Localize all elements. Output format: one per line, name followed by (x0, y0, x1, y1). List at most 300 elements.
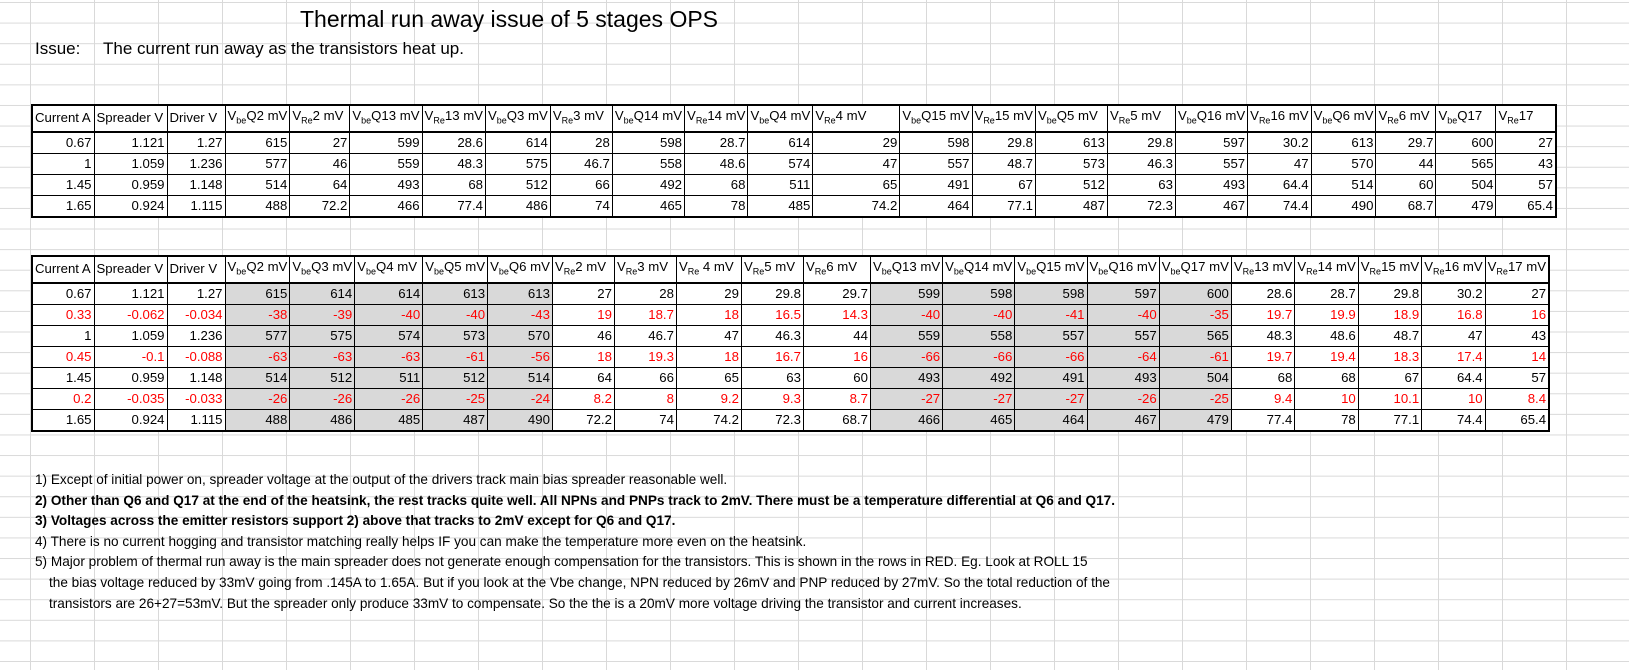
table1-cell[interactable]: 1.236 (167, 153, 225, 174)
table1-cell[interactable]: 504 (1436, 174, 1496, 195)
table2-cell[interactable]: 18.3 (1358, 346, 1421, 367)
table2-cell[interactable]: 19.7 (1231, 304, 1294, 325)
table1-cell[interactable]: 0.924 (94, 195, 167, 217)
table1-cell[interactable]: 29 (813, 132, 900, 154)
table2-cell[interactable]: 29.7 (803, 283, 870, 305)
table1-cell[interactable]: 1.45 (32, 174, 94, 195)
table2-cell[interactable]: 68 (1231, 367, 1294, 388)
table1-header-cell: $V_{Re}5$ mV (1107, 105, 1175, 132)
table2-cell[interactable]: 47 (1422, 325, 1485, 346)
table2-cell[interactable]: 8.7 (803, 388, 870, 409)
table2-cell[interactable]: 72.3 (741, 409, 803, 431)
table2-cell[interactable]: -40 (355, 304, 423, 325)
table1-cell[interactable]: 1.27 (167, 132, 225, 154)
table2-cell[interactable]: -0.1 (94, 346, 167, 367)
table2-cell[interactable]: 597 (1087, 283, 1159, 305)
table2-cell[interactable]: 615 (225, 283, 290, 305)
table2-cell[interactable]: 48.6 (1295, 325, 1358, 346)
table1-cell[interactable]: 615 (225, 132, 290, 154)
table1-cell[interactable]: 493 (350, 174, 422, 195)
table2-cell[interactable]: -0.062 (94, 304, 167, 325)
table2-header-cell: $V_{Re}17$ mV (1485, 256, 1549, 283)
table1-cell[interactable]: 613 (1311, 132, 1376, 154)
table2-cell[interactable]: 9.2 (676, 388, 741, 409)
table1-cell[interactable]: 575 (485, 153, 550, 174)
table2-cell[interactable]: 77.4 (1231, 409, 1294, 431)
table2-cell[interactable]: -0.088 (167, 346, 225, 367)
note-line: 4) There is no current hogging and transistor matching really helps IF you can make the temperature more even on the heatsink. (35, 533, 807, 549)
table2-cell[interactable]: 10 (1295, 388, 1358, 409)
table2-cell[interactable]: 16 (803, 346, 870, 367)
table2-cell[interactable]: -40 (870, 304, 942, 325)
table2-cell[interactable]: 1 (32, 325, 94, 346)
table2-cell[interactable]: 19.3 (614, 346, 676, 367)
table2-cell[interactable]: 19.7 (1231, 346, 1294, 367)
table2-cell[interactable]: 47 (676, 325, 741, 346)
issue-text: The current run away as the transistors heat up. (103, 39, 464, 58)
table2-cell[interactable]: 0.959 (94, 367, 167, 388)
issue-label: Issue: (35, 39, 81, 58)
issue-line (35, 38, 464, 60)
sheet-title: Thermal run away issue of 5 stages OPS (300, 6, 719, 32)
table2-header-cell: $V_{be}Q16$ mV (1087, 256, 1159, 283)
table1-cell[interactable]: 57 (1496, 174, 1556, 195)
table1-cell[interactable]: 46 (290, 153, 350, 174)
table1-cell[interactable]: 64 (290, 174, 350, 195)
table1-cell[interactable]: 491 (900, 174, 972, 195)
table2-cell[interactable]: -27 (1015, 388, 1087, 409)
table2-cell[interactable]: 1.27 (167, 283, 225, 305)
table1-cell[interactable]: 490 (1311, 195, 1376, 217)
table1-cell[interactable]: 570 (1311, 153, 1376, 174)
table2-cell[interactable]: 504 (1159, 367, 1231, 388)
table2-cell[interactable]: -25 (1159, 388, 1231, 409)
table2-cell[interactable]: 493 (870, 367, 942, 388)
table2-cell[interactable]: 488 (225, 409, 290, 431)
table2-cell[interactable]: 48.7 (1358, 325, 1421, 346)
table2-cell[interactable]: 613 (488, 283, 553, 305)
table2-cell[interactable]: -0.034 (167, 304, 225, 325)
table2-cell[interactable]: 74 (614, 409, 676, 431)
table2-cell[interactable]: 614 (290, 283, 355, 305)
table1-cell[interactable]: 64.4 (1248, 174, 1311, 195)
table2-cell[interactable]: 557 (1087, 325, 1159, 346)
table2-cell[interactable]: 18 (676, 304, 741, 325)
table2-header-cell: $V_{be}Q14$ mV (943, 256, 1015, 283)
table1-cell[interactable]: 1.148 (167, 174, 225, 195)
table1-cell[interactable]: 48.3 (422, 153, 485, 174)
table2-row (32, 346, 1549, 367)
table2-cell[interactable]: -40 (943, 304, 1015, 325)
table2-cell[interactable]: 492 (943, 367, 1015, 388)
table1-cell[interactable]: 1.65 (32, 195, 94, 217)
table1-cell[interactable]: 29.8 (972, 132, 1035, 154)
table1-header-cell: $V_{Re}4$ mV (813, 105, 900, 132)
table2-cell[interactable]: 8.2 (552, 388, 614, 409)
table2-cell[interactable]: 600 (1159, 283, 1231, 305)
table2-cell[interactable]: -41 (1015, 304, 1087, 325)
table2-cell[interactable]: -25 (423, 388, 488, 409)
table2-cell[interactable]: 1.45 (32, 367, 94, 388)
table2-cell[interactable]: -61 (1159, 346, 1231, 367)
table1-cell[interactable]: 77.4 (422, 195, 485, 217)
table2-header-cell: $V_{Re}16$ mV (1422, 256, 1485, 283)
table2-cell[interactable]: -64 (1087, 346, 1159, 367)
table1-cell[interactable]: 598 (612, 132, 684, 154)
table1-cell[interactable]: 72.3 (1107, 195, 1175, 217)
table1-cell[interactable]: 44 (1376, 153, 1436, 174)
table1-cell[interactable]: 1.115 (167, 195, 225, 217)
table2-header-cell: $V_{be}Q6$ mV (488, 256, 553, 283)
table2-cell[interactable]: 465 (943, 409, 1015, 431)
table1-cell[interactable]: 65.4 (1496, 195, 1556, 217)
table2-cell[interactable]: 614 (355, 283, 423, 305)
table2-cell[interactable]: 27 (1485, 283, 1549, 305)
notes-block (35, 470, 1335, 614)
table1-cell[interactable]: 0.67 (32, 132, 94, 154)
table2-cell[interactable]: 65.4 (1485, 409, 1549, 431)
table2-cell[interactable]: 57 (1485, 367, 1549, 388)
table2-cell[interactable]: 598 (1015, 283, 1087, 305)
table2-cell[interactable]: -63 (290, 346, 355, 367)
table2-header-cell: Driver V (167, 256, 225, 283)
table1-header-cell: $V_{be}Q6$ mV (1311, 105, 1376, 132)
table2-cell[interactable]: 44 (803, 325, 870, 346)
table1-cell[interactable]: 68 (685, 174, 748, 195)
table1-cell[interactable]: 72.2 (290, 195, 350, 217)
table1-cell[interactable]: 492 (612, 174, 684, 195)
table1-cell[interactable]: 1.121 (94, 132, 167, 154)
table2-cell[interactable]: 16 (1485, 304, 1549, 325)
table2-cell[interactable]: -63 (225, 346, 290, 367)
table2-cell[interactable]: 16.5 (741, 304, 803, 325)
table1-cell[interactable]: 65 (813, 174, 900, 195)
table1-cell[interactable]: 48.7 (972, 153, 1035, 174)
table2-row (32, 367, 1549, 388)
table2-cell[interactable]: 48.3 (1231, 325, 1294, 346)
table1-cell[interactable]: 46.3 (1107, 153, 1175, 174)
table1-cell[interactable]: 614 (485, 132, 550, 154)
table2-cell[interactable]: 1.236 (167, 325, 225, 346)
table2-cell[interactable]: 10.1 (1358, 388, 1421, 409)
table1-header-cell: Driver V (167, 105, 225, 132)
table1-cell[interactable]: 1 (32, 153, 94, 174)
table1-cell[interactable]: 485 (748, 195, 813, 217)
table2-cell[interactable]: 9.4 (1231, 388, 1294, 409)
table1-cell[interactable]: 77.1 (972, 195, 1035, 217)
table2-cell[interactable]: 29 (676, 283, 741, 305)
table2-cell[interactable]: 486 (290, 409, 355, 431)
table2-cell[interactable]: 1.115 (167, 409, 225, 431)
table2-cell[interactable]: 63 (741, 367, 803, 388)
table2-cell[interactable]: 14.3 (803, 304, 870, 325)
table2-cell[interactable]: -40 (1087, 304, 1159, 325)
table2-cell[interactable]: -35 (1159, 304, 1231, 325)
table2-cell[interactable]: 28.6 (1231, 283, 1294, 305)
table2-header-cell: $V_{be}Q3$ mV (290, 256, 355, 283)
table1-cell[interactable]: 598 (900, 132, 972, 154)
table1-cell[interactable]: 68.7 (1376, 195, 1436, 217)
table1-cell[interactable]: 557 (900, 153, 972, 174)
table1-cell[interactable]: 479 (1436, 195, 1496, 217)
table2-cell[interactable]: 570 (488, 325, 553, 346)
table2-cell[interactable]: 8 (614, 388, 676, 409)
table2-cell[interactable]: 16.7 (741, 346, 803, 367)
table2-cell[interactable]: 512 (290, 367, 355, 388)
table2-cell[interactable]: 30.2 (1422, 283, 1485, 305)
table2-cell[interactable]: 1.65 (32, 409, 94, 431)
table2-cell[interactable]: 77.1 (1358, 409, 1421, 431)
table2-cell[interactable]: 28 (614, 283, 676, 305)
table1-cell[interactable]: 559 (350, 153, 422, 174)
table2-cell[interactable]: 613 (423, 283, 488, 305)
table2-cell[interactable]: -61 (423, 346, 488, 367)
table1-header-cell: $V_{Re}16$ mV (1248, 105, 1311, 132)
table2-cell[interactable]: 19 (552, 304, 614, 325)
table1-cell[interactable]: 78 (685, 195, 748, 217)
table2-cell[interactable]: 1.148 (167, 367, 225, 388)
table1-cell[interactable]: 574 (748, 153, 813, 174)
table1-cell[interactable]: 67 (972, 174, 1035, 195)
table2-cell[interactable]: 68.7 (803, 409, 870, 431)
table2-cell[interactable]: 557 (1015, 325, 1087, 346)
table2-cell[interactable]: 0.45 (32, 346, 94, 367)
table2-cell[interactable]: 28.7 (1295, 283, 1358, 305)
table2-cell[interactable]: 575 (290, 325, 355, 346)
table2-cell[interactable]: 514 (225, 367, 290, 388)
table1-cell[interactable]: 600 (1436, 132, 1496, 154)
table2-cell[interactable]: 65 (676, 367, 741, 388)
table1-cell[interactable]: 48.6 (685, 153, 748, 174)
table2-cell[interactable]: 66 (614, 367, 676, 388)
table2-cell[interactable]: -43 (488, 304, 553, 325)
table2-cell[interactable]: -26 (225, 388, 290, 409)
note-line: the bias voltage reduced by 33mV going from .145A to 1.65A. But if you look at the Vbe change, NPN reduced by 26mV and PNP reduced by 27mV. So the total reduction of the (49, 574, 1110, 590)
table2-cell[interactable]: -0.035 (94, 388, 167, 409)
table2-cell[interactable]: -66 (943, 346, 1015, 367)
table2-header-cell: $V_{Re}6$ mV (803, 256, 870, 283)
table2-cell[interactable]: 493 (1087, 367, 1159, 388)
table2-cell[interactable]: 487 (423, 409, 488, 431)
table1-cell[interactable]: 514 (1311, 174, 1376, 195)
table1-cell[interactable]: 493 (1175, 174, 1247, 195)
table2-cell[interactable]: -66 (870, 346, 942, 367)
table1-cell[interactable]: 599 (350, 132, 422, 154)
table2-row (32, 325, 1549, 346)
table1-cell[interactable]: 30.2 (1248, 132, 1311, 154)
table2-cell[interactable]: 60 (803, 367, 870, 388)
table1-cell[interactable]: 558 (612, 153, 684, 174)
table2-cell[interactable]: 599 (870, 283, 942, 305)
table1-row (32, 153, 1556, 174)
table1-cell[interactable]: 74 (550, 195, 612, 217)
table2-cell[interactable]: 466 (870, 409, 942, 431)
table2-cell[interactable]: 0.67 (32, 283, 94, 305)
table1-cell[interactable]: 1.059 (94, 153, 167, 174)
table2-cell[interactable]: -38 (225, 304, 290, 325)
table1-cell[interactable]: 466 (350, 195, 422, 217)
table2-cell[interactable]: 559 (870, 325, 942, 346)
table1-row (32, 132, 1556, 154)
table1-cell[interactable]: 68 (422, 174, 485, 195)
table1-header-cell: $V_{Re}14$ mV (685, 105, 748, 132)
table2-cell[interactable]: 64 (552, 367, 614, 388)
table1-cell[interactable]: 464 (900, 195, 972, 217)
table1-cell[interactable]: 488 (225, 195, 290, 217)
note-line: 3) Voltages across the emitter resistors support 2) above that tracks to 2mV except for Q6 and Q17. (35, 513, 676, 529)
table2-cell[interactable]: -56 (488, 346, 553, 367)
table2-header-cell: $V_{Re}15$ mV (1358, 256, 1421, 283)
table1-cell[interactable]: 43 (1496, 153, 1556, 174)
table2-cell[interactable]: -27 (943, 388, 1015, 409)
table2-cell[interactable]: 8.4 (1485, 388, 1549, 409)
table2-cell[interactable]: 29.8 (741, 283, 803, 305)
table2-cell[interactable]: 68 (1295, 367, 1358, 388)
table1-cell[interactable]: 514 (225, 174, 290, 195)
table1-header-cell: $V_{Re}2$ mV (290, 105, 350, 132)
table1-cell[interactable]: 614 (748, 132, 813, 154)
table2-header-row (32, 256, 1549, 283)
table1-cell[interactable]: 465 (612, 195, 684, 217)
table2-cell[interactable]: 479 (1159, 409, 1231, 431)
table2-cell[interactable]: -66 (1015, 346, 1087, 367)
table2-cell[interactable]: 467 (1087, 409, 1159, 431)
table1-cell[interactable]: 60 (1376, 174, 1436, 195)
table2-cell[interactable]: 74.4 (1422, 409, 1485, 431)
table1-cell[interactable]: 28 (550, 132, 612, 154)
table2-cell[interactable]: -39 (290, 304, 355, 325)
table2-cell[interactable]: 27 (552, 283, 614, 305)
table1-cell[interactable]: 565 (1436, 153, 1496, 174)
table2-cell[interactable]: 14 (1485, 346, 1549, 367)
table1-row (32, 195, 1556, 217)
table1-cell[interactable]: 512 (1035, 174, 1107, 195)
table1-header-cell: $V_{Re}17$ (1496, 105, 1556, 132)
table2-cell[interactable]: 18 (676, 346, 741, 367)
table1-cell[interactable]: 573 (1035, 153, 1107, 174)
table2-cell[interactable]: 74.2 (676, 409, 741, 431)
table1-cell[interactable]: 47 (813, 153, 900, 174)
table2-cell[interactable]: 18 (552, 346, 614, 367)
table2-cell[interactable]: -27 (870, 388, 942, 409)
table2-cell[interactable]: 1.121 (94, 283, 167, 305)
table2-cell[interactable]: 46.7 (614, 325, 676, 346)
table2-header-cell: Spreader V (94, 256, 167, 283)
table2-cell[interactable]: 512 (423, 367, 488, 388)
table2-cell[interactable]: 9.3 (741, 388, 803, 409)
table2-cell[interactable]: 29.8 (1358, 283, 1421, 305)
table2-cell[interactable]: -26 (1087, 388, 1159, 409)
table2-row (32, 388, 1549, 409)
table1-cell[interactable]: 27 (290, 132, 350, 154)
table1-cell[interactable]: 613 (1035, 132, 1107, 154)
table2-cell[interactable]: 0.33 (32, 304, 94, 325)
table2-cell[interactable]: 577 (225, 325, 290, 346)
table1-cell[interactable]: 512 (485, 174, 550, 195)
table1-row (32, 174, 1556, 195)
measurement-table-2 (31, 255, 1550, 432)
table1-cell[interactable]: 597 (1175, 132, 1247, 154)
table2-cell[interactable]: 64.4 (1422, 367, 1485, 388)
table2-cell[interactable]: 10 (1422, 388, 1485, 409)
table2-cell[interactable]: 464 (1015, 409, 1087, 431)
table1-cell[interactable]: 486 (485, 195, 550, 217)
table2-cell[interactable]: 485 (355, 409, 423, 431)
table2-cell[interactable]: 78 (1295, 409, 1358, 431)
table2-row (32, 283, 1549, 305)
table1-cell[interactable]: 487 (1035, 195, 1107, 217)
table2-row (32, 304, 1549, 325)
table2-cell[interactable]: 16.8 (1422, 304, 1485, 325)
table1-cell[interactable]: 577 (225, 153, 290, 174)
table1-header-cell: $V_{be}Q17$ (1436, 105, 1496, 132)
table1-cell[interactable]: 29.8 (1107, 132, 1175, 154)
table2-cell[interactable]: 598 (943, 283, 1015, 305)
table2-cell[interactable]: 573 (423, 325, 488, 346)
table2-cell[interactable]: -40 (423, 304, 488, 325)
table2-cell[interactable]: 0.2 (32, 388, 94, 409)
table2-cell[interactable]: 67 (1358, 367, 1421, 388)
table2-cell[interactable]: 18.7 (614, 304, 676, 325)
table2-cell[interactable]: 490 (488, 409, 553, 431)
table2-cell[interactable]: 19.4 (1295, 346, 1358, 367)
table1-cell[interactable]: 511 (748, 174, 813, 195)
table2-cell[interactable]: 46.3 (741, 325, 803, 346)
table2-cell[interactable]: 17.4 (1422, 346, 1485, 367)
table1-cell[interactable]: 47 (1248, 153, 1311, 174)
table1-cell[interactable]: 557 (1175, 153, 1247, 174)
table1-cell[interactable]: 28.7 (685, 132, 748, 154)
table1-cell[interactable]: 0.959 (94, 174, 167, 195)
table2-cell[interactable]: 46 (552, 325, 614, 346)
table2-row (32, 409, 1549, 431)
table1-header-cell: $V_{be}Q2$ mV (225, 105, 290, 132)
table2-cell[interactable]: 574 (355, 325, 423, 346)
table1-header-cell: $V_{be}Q14$ mV (612, 105, 684, 132)
table1-cell[interactable]: 27 (1496, 132, 1556, 154)
table1-cell[interactable]: 66 (550, 174, 612, 195)
table2-cell[interactable]: 511 (355, 367, 423, 388)
table2-cell[interactable]: 43 (1485, 325, 1549, 346)
table2-cell[interactable]: -0.033 (167, 388, 225, 409)
table2-cell[interactable]: 0.924 (94, 409, 167, 431)
table2-cell[interactable]: -63 (355, 346, 423, 367)
table2-cell[interactable]: 19.9 (1295, 304, 1358, 325)
table2-header-cell: $V_{be}Q4$ mV (355, 256, 423, 283)
table1-cell[interactable]: 467 (1175, 195, 1247, 217)
table2-cell[interactable]: 72.2 (552, 409, 614, 431)
table1-cell[interactable]: 28.6 (422, 132, 485, 154)
table2-cell[interactable]: 491 (1015, 367, 1087, 388)
table1-cell[interactable]: 29.7 (1376, 132, 1436, 154)
table1-header-cell: $V_{be}Q13$ mV (350, 105, 422, 132)
table2-cell[interactable]: -24 (488, 388, 553, 409)
table1-cell[interactable]: 46.7 (550, 153, 612, 174)
table2-cell[interactable]: 558 (943, 325, 1015, 346)
table1-cell[interactable]: 74.4 (1248, 195, 1311, 217)
table2-header-cell: $V_{Re}2$ mV (552, 256, 614, 283)
table2-cell[interactable]: 1.059 (94, 325, 167, 346)
table1-header-cell: $V_{be}Q4$ mV (748, 105, 813, 132)
table1-header-cell: $V_{be}Q16$ mV (1175, 105, 1247, 132)
table1-cell[interactable]: 63 (1107, 174, 1175, 195)
table2-cell[interactable]: 18.9 (1358, 304, 1421, 325)
table1-cell[interactable]: 74.2 (813, 195, 900, 217)
table2-cell[interactable]: -26 (355, 388, 423, 409)
table2-cell[interactable]: 514 (488, 367, 553, 388)
table2-cell[interactable]: -26 (290, 388, 355, 409)
table2-cell[interactable]: 565 (1159, 325, 1231, 346)
